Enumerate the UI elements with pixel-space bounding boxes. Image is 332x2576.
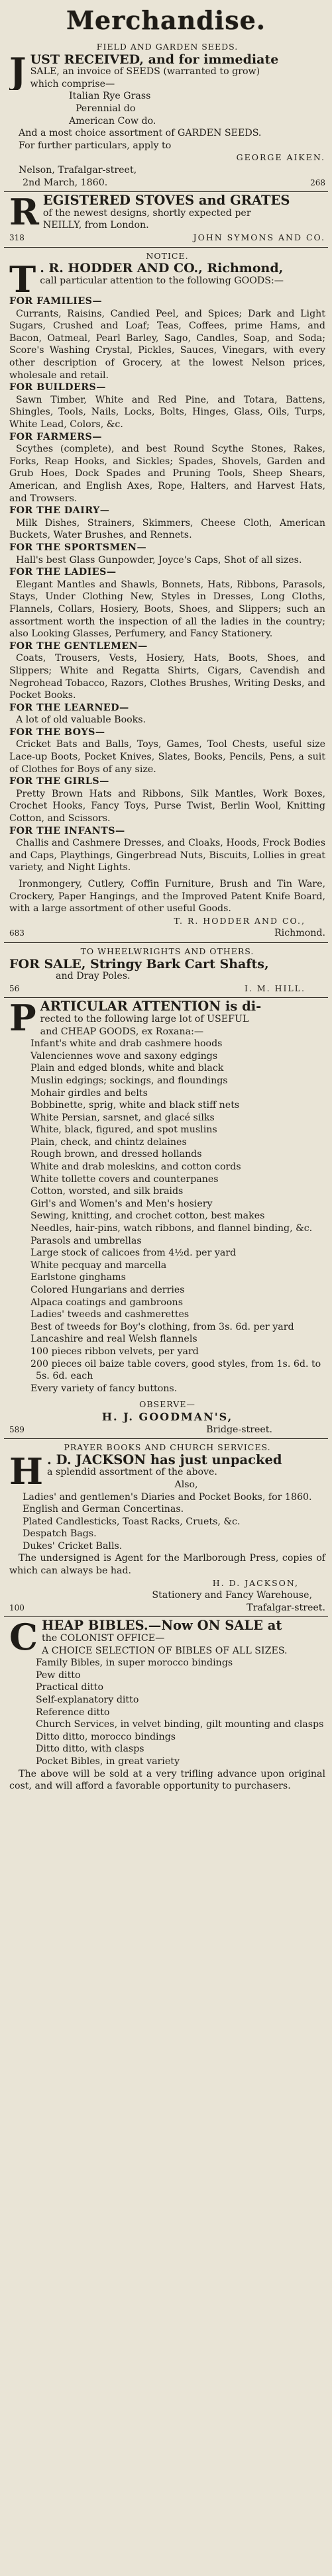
- list-item: Parasols and umbrellas: [30, 1235, 142, 1246]
- ad-signer-line: Stationery and Fancy Warehouse,: [152, 1590, 312, 1601]
- section-text: Scythes (complete), and best Round Scythe Stones, Rakes, Forks, Reap Hooks, and Sickles; Spades, Shovels, Garden and Grub Hoes, Dock Spades and Pruning Tools, Sheep Shears, American, and English Axes, Rope, Halters, and Harvest Hats, and Trowsers.: [9, 444, 325, 504]
- list-item: Mohair girdles and belts: [30, 1087, 148, 1099]
- list-item: White tollette covers and counterpanes: [30, 1173, 219, 1185]
- list-item: Needles, hair-pins, watch ribbons, and flannel binding, &c.: [30, 1223, 313, 1234]
- ad-headline: . R. HODDER AND CO., Richmond,: [40, 262, 284, 276]
- section-text: Sawn Timber, White and Red Pine, and Totara, Battens, Shingles, Tools, Nails, Locks, Bolts, Hinges, Glass, Oils, Turps, White Lead, Colors, &c.: [9, 394, 325, 430]
- ad-line: which comprise—: [30, 78, 115, 89]
- section-text: Coats, Trousers, Vests, Hosiery, Hats, Boots, Shoes, and Slippers; White and Regatta Shirts, Cigars, Cavendish and Negrohead Tobacco, Razors, Clothes Brushes, Writing Desks, and Pocket Books.: [9, 653, 325, 701]
- ad-field-seeds: [0, 41, 332, 189]
- drop-cap: P: [9, 1001, 36, 1038]
- list-item: Ditto ditto, with clasps: [36, 1744, 144, 1755]
- section-text: A lot of old valuable Books.: [16, 715, 146, 726]
- ad-also: Also,: [174, 1479, 198, 1490]
- section-text: Challis and Cashmere Dresses, and Cloaks, Hoods, Frock Bodies and Caps, Playthings, Gingerbread Nuts, Biscuits, Lollies in great variety, and Night Lights.: [9, 838, 325, 873]
- ad-closing: The above will be sold at a very trifling advance upon original cost, and will afford a favorable opportunity to purchasers.: [9, 1768, 325, 1792]
- list-item: English and German Concertinas.: [23, 1504, 184, 1515]
- list-item: Dukes' Cricket Balls.: [23, 1540, 123, 1552]
- list-item: Lancashire and real Welsh flannels: [30, 1334, 197, 1345]
- divider: [4, 997, 328, 998]
- list-item: Colored Hungarians and derries: [30, 1285, 185, 1295]
- ad-line: SALE, an invoice of SEEDS (warranted to grow): [30, 66, 260, 77]
- ad-goodman: [0, 1001, 332, 1436]
- item-list: [9, 1657, 325, 1767]
- ad-number: 683: [9, 928, 25, 938]
- ad-headline: EGISTERED STOVES and GRATES: [42, 195, 290, 209]
- ad-line: A CHOICE SELECTION OF BIBLES OF ALL SIZES.: [41, 1645, 288, 1656]
- ad-wheelwrights: [0, 946, 332, 995]
- ad-headline: ARTICULAR ATTENTION is di-: [40, 1001, 262, 1015]
- drop-cap: J: [9, 53, 27, 91]
- list-item: Plain and edged blonds, white and black: [30, 1063, 224, 1074]
- ad-headline: HEAP BIBLES.—Now ON SALE at: [41, 1620, 282, 1634]
- section-heading: FOR FAMILIES—: [9, 296, 103, 307]
- ad-date: 2nd March, 1860.: [23, 177, 108, 188]
- section-heading: FOR THE SPORTSMEN—: [9, 542, 147, 553]
- list-item: Ladies' tweeds and cashmerettes: [30, 1309, 190, 1320]
- ad-signer: H. D. JACKSON,: [212, 1577, 299, 1588]
- ad-line: For further particulars, apply to: [19, 140, 172, 151]
- ad-headline: UST RECEIVED, and for immediate: [30, 53, 279, 67]
- ad-place: Richmond.: [274, 928, 325, 939]
- drop-cap: C: [9, 1620, 38, 1658]
- list-item: Bobbinette, sprig, white and black stiff nets: [30, 1100, 240, 1111]
- ad-headline: FOR SALE, Stringy Bark Cart Shafts,: [9, 956, 269, 971]
- list-item: Best of tweeds for Boy's clothing, from 3s. 6d. per yard: [30, 1321, 294, 1332]
- list-item: Large stock of calicoes from 4½d. per yard: [30, 1248, 237, 1259]
- list-item: Pocket Bibles, in great variety: [36, 1756, 180, 1767]
- list-item: Despatch Bags.: [23, 1528, 97, 1540]
- ad-agent: The undersigned is Agent for the Marlborough Press, copies of which can always be had.: [9, 1553, 325, 1577]
- ad-place: Nelson, Trafalgar-street,: [19, 164, 137, 175]
- list-item: Cotton, worsted, and silk braids: [30, 1186, 184, 1197]
- list-item: Girl's and Women's and Men's hosiery: [30, 1198, 213, 1209]
- ad-headline: . D. JACKSON has just unpacked: [47, 1454, 282, 1467]
- list-item: Ditto ditto, morocco bindings: [36, 1731, 176, 1742]
- ad-items: [9, 90, 325, 127]
- ad-line: And a most choice assortment of GARDEN SEEDS.: [19, 128, 262, 139]
- list-item: Plated Candlesticks, Toast Racks, Cruets, &c.: [23, 1516, 241, 1527]
- list-item: Practical ditto: [36, 1682, 103, 1693]
- list-item: Church Services, in velvet binding, gilt mounting and clasps: [36, 1719, 324, 1730]
- ad-signer: I. M. HILL.: [244, 983, 305, 993]
- list-item: Infant's white and drab cashmere hoods: [30, 1038, 223, 1050]
- ad-stoves: [0, 195, 332, 244]
- list-item: Ladies' and gentlemen's Diaries and Pocket Books, for 1860.: [23, 1491, 312, 1503]
- section-text: Currants, Raisins, Candied Peel, and Spices; Dark and Light Sugars, Crushed and Loaf; Teas, Coffees, prime Hams, and Bacon, Oatmeal, Pearl Barley, Sago, Candles, Soap, and Soda; Score's Washing Crystal, Pickles, Sauces, Vinegars, with every other description of Grocery, at the lowest Nelson prices, wholesale and retail.: [9, 308, 325, 381]
- list-item: White pecquay and marcella: [30, 1260, 167, 1271]
- list-item: Italian Rye Grass: [69, 91, 151, 102]
- ad-number: 56: [9, 983, 20, 993]
- ad-place: Bridge-street.: [206, 1424, 272, 1435]
- ad-line: and CHEAP GOODS, ex Roxana:—: [40, 1026, 204, 1037]
- list-item: Rough brown, and dressed hollands: [30, 1149, 202, 1160]
- list-item: 100 pieces ribbon velvets, per yard: [30, 1346, 199, 1357]
- ad-hodder: [0, 250, 332, 940]
- list-item: Every variety of fancy buttons.: [30, 1383, 178, 1394]
- item-list: [9, 1038, 325, 1395]
- list-item: Pew ditto: [36, 1669, 81, 1681]
- drop-cap: T: [9, 262, 36, 296]
- ad-caption: PRAYER BOOKS AND CHURCH SERVICES.: [64, 1442, 271, 1453]
- section-heading: FOR THE DAIRY—: [9, 505, 110, 517]
- ad-number: 100: [9, 1603, 25, 1612]
- section-heading: FOR THE GIRLS—: [9, 776, 109, 787]
- ad-signer: H. J. GOODMAN'S,: [101, 1410, 233, 1423]
- list-item: White and drab moleskins, and cotton cords: [30, 1162, 241, 1173]
- section-text: Cricket Bats and Balls, Toys, Games, Tool Chests, useful size Lace-up Boots, Pocket Knives, Slates, Books, Pencils, Pens, a suit of Clothes for Boys of any size.: [9, 739, 325, 775]
- list-item: Sewing, knitting, and crochet cotton, best makes: [30, 1211, 265, 1222]
- ad-caption: FIELD AND GARDEN SEEDS.: [96, 42, 239, 52]
- list-item: Valenciennes wove and saxony edgings: [30, 1050, 218, 1062]
- list-item: Perennial do: [76, 103, 136, 114]
- ad-number: 589: [9, 1424, 25, 1434]
- list-item: Plain, check, and chintz delaines: [30, 1136, 187, 1148]
- ad-line: NEILLY, from London.: [42, 220, 149, 231]
- divider: [4, 1616, 328, 1617]
- ad-number: 318: [9, 232, 25, 242]
- ad-signer: T. R. HODDER AND CO.,: [174, 915, 305, 926]
- list-item: Self-explanatory ditto: [36, 1695, 139, 1705]
- ad-signer: JOHN SYMONS AND CO.: [193, 232, 325, 242]
- drop-cap: R: [9, 195, 39, 232]
- ad-line: and Dray Poles.: [56, 971, 131, 982]
- section-text: Hall's best Glass Gunpowder, Joyce's Caps, Shot of all sizes.: [16, 554, 302, 566]
- section-heading: FOR FARMERS—: [9, 431, 102, 442]
- list-item: White, black, figured, and spot muslins: [30, 1124, 217, 1136]
- list-item: Reference ditto: [36, 1707, 110, 1718]
- list-item: Family Bibles, in super morocco bindings: [36, 1658, 233, 1669]
- list-item: 200 pieces oil baize table covers, good styles, from 1s. 6d. to 5s. 6d. each: [30, 1358, 321, 1382]
- ad-signer: GEORGE AIKEN.: [236, 152, 325, 163]
- divider: [4, 942, 328, 943]
- section-text: Milk Dishes, Strainers, Skimmers, Cheese Cloth, American Buckets, Water Brushes, and Rennets.: [9, 517, 325, 541]
- section-heading: FOR THE BOYS—: [9, 726, 105, 738]
- section-text: Elegant Mantles and Shawls, Bonnets, Hats, Ribbons, Parasols, Stays, Under Clothing New, Styles in Dresses, Long Cloths, Flannels, Collars, Hosiery, Boots, Shoes, and Slippers; such an assortment worth the inspection of all the ladies in the country; also Looking Glasses, Perfumery, and Fancy Stationery.: [9, 579, 325, 640]
- ad-number: 268: [310, 177, 325, 187]
- divider: [4, 191, 328, 192]
- section-heading: FOR THE LADIES—: [9, 567, 117, 578]
- ad-notice: NOTICE.: [146, 250, 189, 261]
- ad-line: rected to the following large lot of USEFUL: [40, 1013, 249, 1024]
- ad-line: of the newest designs, shortly expected per: [42, 207, 251, 219]
- item-list: [9, 1491, 325, 1553]
- section-heading: FOR THE INFANTS—: [9, 825, 125, 836]
- ad-bibles: [0, 1620, 332, 1792]
- list-item: Muslin edgings; sockings, and floundings: [30, 1075, 228, 1086]
- section-heading: FOR BUILDERS—: [9, 382, 106, 393]
- section-heading: FOR THE GENTLEMEN—: [9, 640, 148, 652]
- divider: [4, 1438, 328, 1439]
- ad-closing: Ironmongery, Cutlery, Coffin Furniture, Brush and Tin Ware, Crockery, Paper Hangings, and the Improved Patent Knife Board, with a large assortment of other useful Goods.: [9, 879, 325, 915]
- ad-place: Trafalgar-street.: [247, 1602, 325, 1613]
- ad-intro: call particular attention to the following GOODS:—: [40, 275, 284, 286]
- ad-observe: OBSERVE—: [139, 1399, 195, 1410]
- list-item: American Cow do.: [69, 115, 156, 126]
- list-item: White Persian, sarsnet, and glacé silks: [30, 1112, 215, 1123]
- ad-line: a splendid assortment of the above.: [47, 1467, 217, 1478]
- section-heading: FOR THE LEARNED—: [9, 702, 129, 713]
- list-item: Alpaca coatings and gambroons: [30, 1297, 183, 1308]
- section-list: [9, 295, 325, 874]
- ad-caption: TO WHEELWRIGHTS AND OTHERS.: [80, 946, 254, 956]
- ad-line: the COLONIST OFFICE—: [41, 1633, 165, 1644]
- masthead: Merchandise.: [66, 5, 266, 35]
- section-text: Pretty Brown Hats and Ribbons, Silk Mantles, Work Boxes, Crochet Hooks, Fancy Toys, Purse Twist, Berlin Wool, Knitting Cotton, and Scissors.: [9, 788, 325, 824]
- list-item: Earlstone ginghams: [30, 1272, 126, 1283]
- divider: [4, 247, 328, 248]
- drop-cap: H: [9, 1454, 44, 1491]
- ad-jackson: [0, 1442, 332, 1614]
